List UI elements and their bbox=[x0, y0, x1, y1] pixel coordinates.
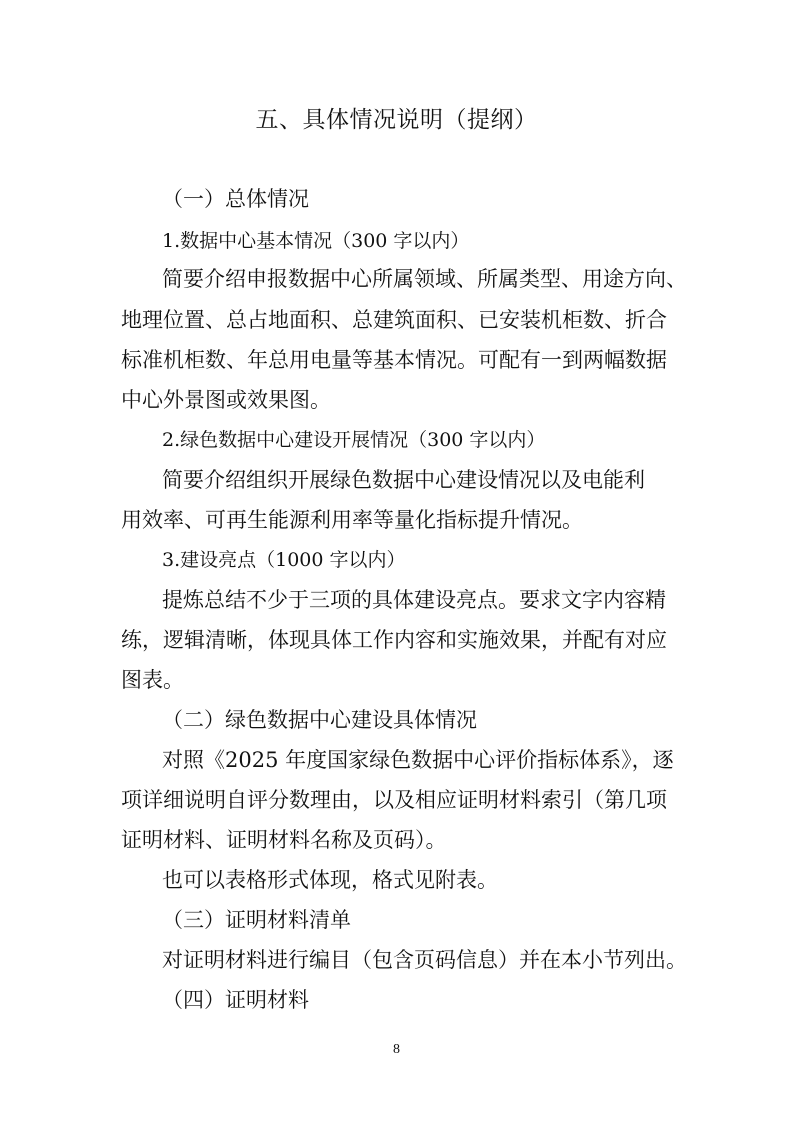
subsection-heading-3: 3.建设亮点（1000 字以内） bbox=[162, 549, 406, 571]
paragraph-line: 地理位置、总占地面积、总建筑面积、已安装机柜数、折合 bbox=[121, 308, 667, 332]
section-heading-3: （三）证明材料清单 bbox=[162, 908, 351, 932]
paragraph-line: 项详细说明自评分数理由，以及相应证明材料索引（第几项 bbox=[121, 788, 667, 812]
paragraph-line: 提炼总结不少于三项的具体建设亮点。要求文字内容精 bbox=[162, 588, 666, 612]
subsection-heading-1: 1.数据中心基本情况（300 字以内） bbox=[162, 230, 470, 252]
paragraph-line: 也可以表格形式体现，格式见附表。 bbox=[162, 868, 498, 892]
paragraph-line: 中心外景图或效果图。 bbox=[121, 388, 331, 412]
paragraph-line: 简要介绍组织开展绿色数据中心建设情况以及电能利 bbox=[162, 468, 645, 492]
paragraph-line: 标准机柜数、年总用电量等基本情况。可配有一到两幅数据 bbox=[121, 348, 667, 372]
paragraph-line: 用效率、可再生能源利用率等量化指标提升情况。 bbox=[121, 508, 583, 532]
paragraph-line: 简要介绍申报数据中心所属领域、所属类型、用途方向、 bbox=[162, 267, 687, 291]
paragraph-line: 对照《2025 年度国家绿色数据中心评价指标体系》，逐 bbox=[162, 748, 674, 772]
paragraph-line: 图表。 bbox=[121, 668, 184, 692]
page-number: 8 bbox=[393, 1042, 400, 1057]
section-heading-4: （四）证明材料 bbox=[162, 988, 309, 1012]
section-heading-2: （二）绿色数据中心建设具体情况 bbox=[162, 708, 477, 732]
paragraph-line: 证明材料、证明材料名称及页码）。 bbox=[121, 828, 447, 852]
paragraph-line: 对证明材料进行编目（包含页码信息）并在本小节列出。 bbox=[162, 948, 687, 972]
subsection-heading-2: 2.绿色数据中心建设开展情况（300 字以内） bbox=[162, 429, 546, 451]
section-heading-1: （一）总体情况 bbox=[162, 187, 309, 211]
paragraph-line: 练，逻辑清晰，体现具体工作内容和实施效果，并配有对应 bbox=[121, 628, 667, 652]
page-title: 五、具体情况说明（提纲） bbox=[255, 107, 538, 133]
